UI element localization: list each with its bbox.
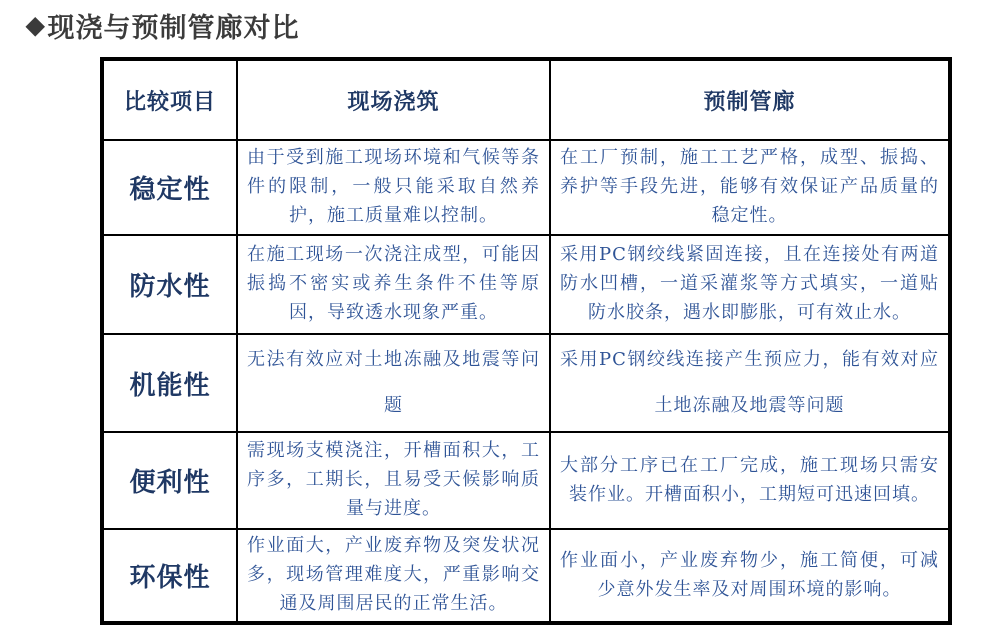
column-header-precast: 预制管廊 <box>550 59 950 140</box>
table-row-convenience <box>102 432 950 529</box>
precast-cell: 大部分工序已在工厂完成，施工现场只需安装作业。开槽面积小，工期短可迅速回填。 <box>550 432 950 529</box>
comparison-table <box>100 57 952 625</box>
cast-in-place-cell: 在施工现场一次浇注成型，可能因振捣不密实或养生条件不佳等原因，导致透水现象严重。 <box>237 235 550 334</box>
cast-in-place-cell: 由于受到施工现场环境和气候等条件的限制，一般只能采取自然养护，施工质量难以控制。 <box>237 140 550 235</box>
column-header-item: 比较项目 <box>102 59 237 140</box>
diamond-icon: ◆ <box>26 12 46 39</box>
table-row-environmental <box>102 529 950 623</box>
cast-in-place-cell: 无法有效应对土地冻融及地震等问题 <box>237 334 550 432</box>
precast-cell: 采用PC钢绞线紧固连接，且在连接处有两道防水凹槽，一道采灌浆等方式填实，一道贴防水胶条，遇水即膨胀，可有效止水。 <box>550 235 950 334</box>
cast-in-place-cell: 需现场支模浇注，开槽面积大，工序多，工期长，且易受天候影响质量与进度。 <box>237 432 550 529</box>
column-header-cast-in-place: 现场浇筑 <box>237 59 550 140</box>
table-row-stability <box>102 140 950 235</box>
row-label-cell: 机能性 <box>102 334 237 432</box>
precast-cell: 采用PC钢绞线连接产生预应力，能有效对应土地冻融及地震等问题 <box>550 334 950 432</box>
table-row-functionality <box>102 334 950 432</box>
precast-cell: 作业面小，产业废弃物少，施工简便，可减少意外发生率及对周围环境的影响。 <box>550 529 950 623</box>
precast-cell: 在工厂预制，施工工艺严格，成型、振捣、养护等手段先进，能够有效保证产品质量的稳定性。 <box>550 140 950 235</box>
cast-in-place-cell: 作业面大，产业废弃物及突发状况多，现场管理难度大，严重影响交通及周围居民的正常生活。 <box>237 529 550 623</box>
row-label-cell: 稳定性 <box>102 140 237 235</box>
header-row <box>102 59 950 140</box>
row-label-cell: 便利性 <box>102 432 237 529</box>
table-row-waterproofing <box>102 235 950 334</box>
row-label-cell: 环保性 <box>102 529 237 623</box>
page-title-text: 现浇与预制管廊对比 <box>47 13 300 43</box>
row-label-cell: 防水性 <box>102 235 237 334</box>
page-title <box>26 6 299 45</box>
